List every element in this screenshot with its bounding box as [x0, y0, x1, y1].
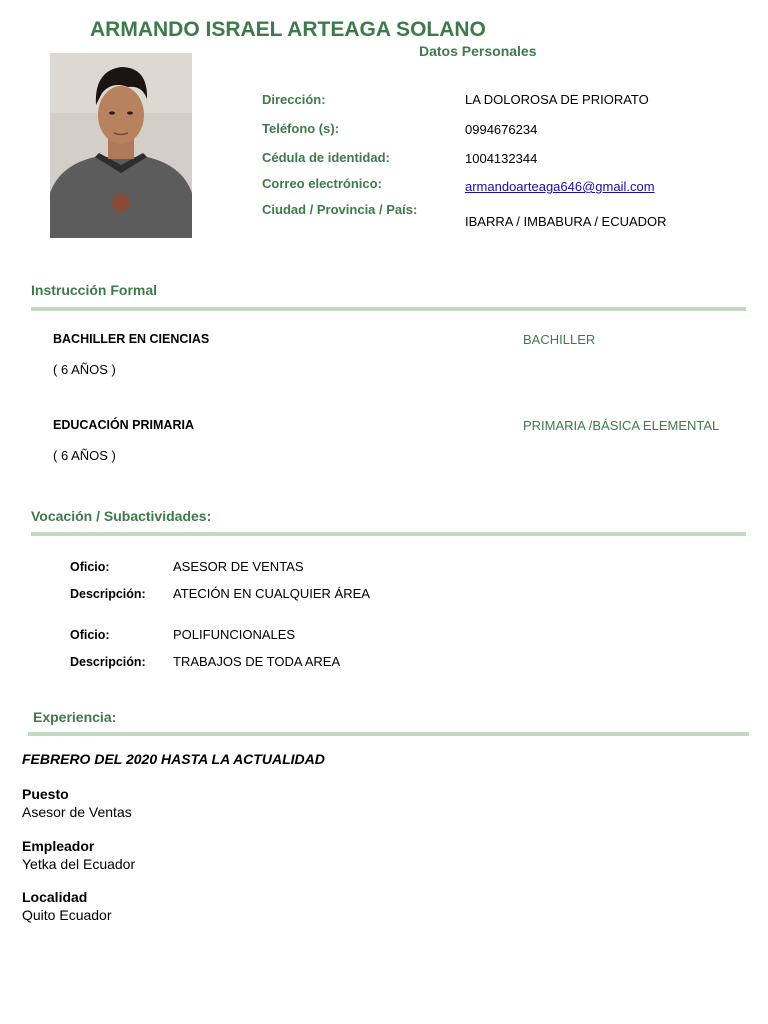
education-years: ( 6 AÑOS ) [53, 448, 116, 463]
phone-value: 0994676234 [465, 122, 538, 137]
section-title-vocation: Vocación / Subactividades: [31, 508, 212, 524]
email-label: Correo electrónico: [262, 176, 382, 191]
profile-photo [50, 53, 192, 238]
section-title-experience: Experiencia: [33, 709, 117, 725]
description-value: ATECIÓN EN CUALQUIER ÁREA [173, 586, 370, 601]
trade-label: Oficio: [70, 628, 110, 642]
section-divider [31, 307, 746, 311]
trade-value: ASESOR DE VENTAS [173, 559, 304, 574]
education-years: ( 6 AÑOS ) [53, 362, 116, 377]
email-value[interactable] [465, 179, 655, 194]
person-name: ARMANDO ISRAEL ARTEAGA SOLANO [90, 18, 486, 41]
id-card-value: 1004132344 [465, 151, 538, 166]
section-divider [28, 732, 749, 736]
location-value: IBARRA / IMBABURA / ECUADOR [465, 214, 667, 229]
education-title: BACHILLER EN CIENCIAS [53, 332, 210, 346]
experience-period: FEBRERO DEL 2020 HASTA LA ACTUALIDAD [22, 751, 325, 767]
address-label: Dirección: [262, 92, 326, 107]
trade-label: Oficio: [70, 560, 110, 574]
id-card-label: Cédula de identidad: [262, 150, 390, 165]
trade-value: POLIFUNCIONALES [173, 627, 296, 642]
locality-label: Localidad [22, 889, 88, 905]
education-title: EDUCACIÓN PRIMARIA [53, 418, 194, 432]
position-value: Asesor de Ventas [22, 804, 132, 820]
description-value: TRABAJOS DE TODA AREA [173, 654, 341, 669]
education-level: PRIMARIA /BÁSICA ELEMENTAL [523, 418, 720, 433]
location-label: Ciudad / Provincia / País: [262, 202, 418, 217]
position-label: Puesto [22, 786, 69, 802]
employer-value: Yetka del Ecuador [22, 856, 136, 872]
locality-value: Quito Ecuador [22, 907, 112, 923]
employer-label: Empleador [22, 838, 95, 854]
person-portrait-image [50, 53, 192, 238]
section-title-education: Instrucción Formal [31, 282, 158, 298]
description-label: Descripción: [70, 587, 146, 601]
phone-label: Teléfono (s): [262, 121, 340, 136]
section-title-personal-data: Datos Personales [419, 43, 537, 59]
education-level: BACHILLER [523, 332, 596, 347]
description-label: Descripción: [70, 655, 146, 669]
section-divider [31, 532, 746, 536]
email-link[interactable]: armandoarteaga646@gmail.com [465, 179, 655, 194]
address-value: LA DOLOROSA DE PRIORATO [465, 92, 649, 107]
